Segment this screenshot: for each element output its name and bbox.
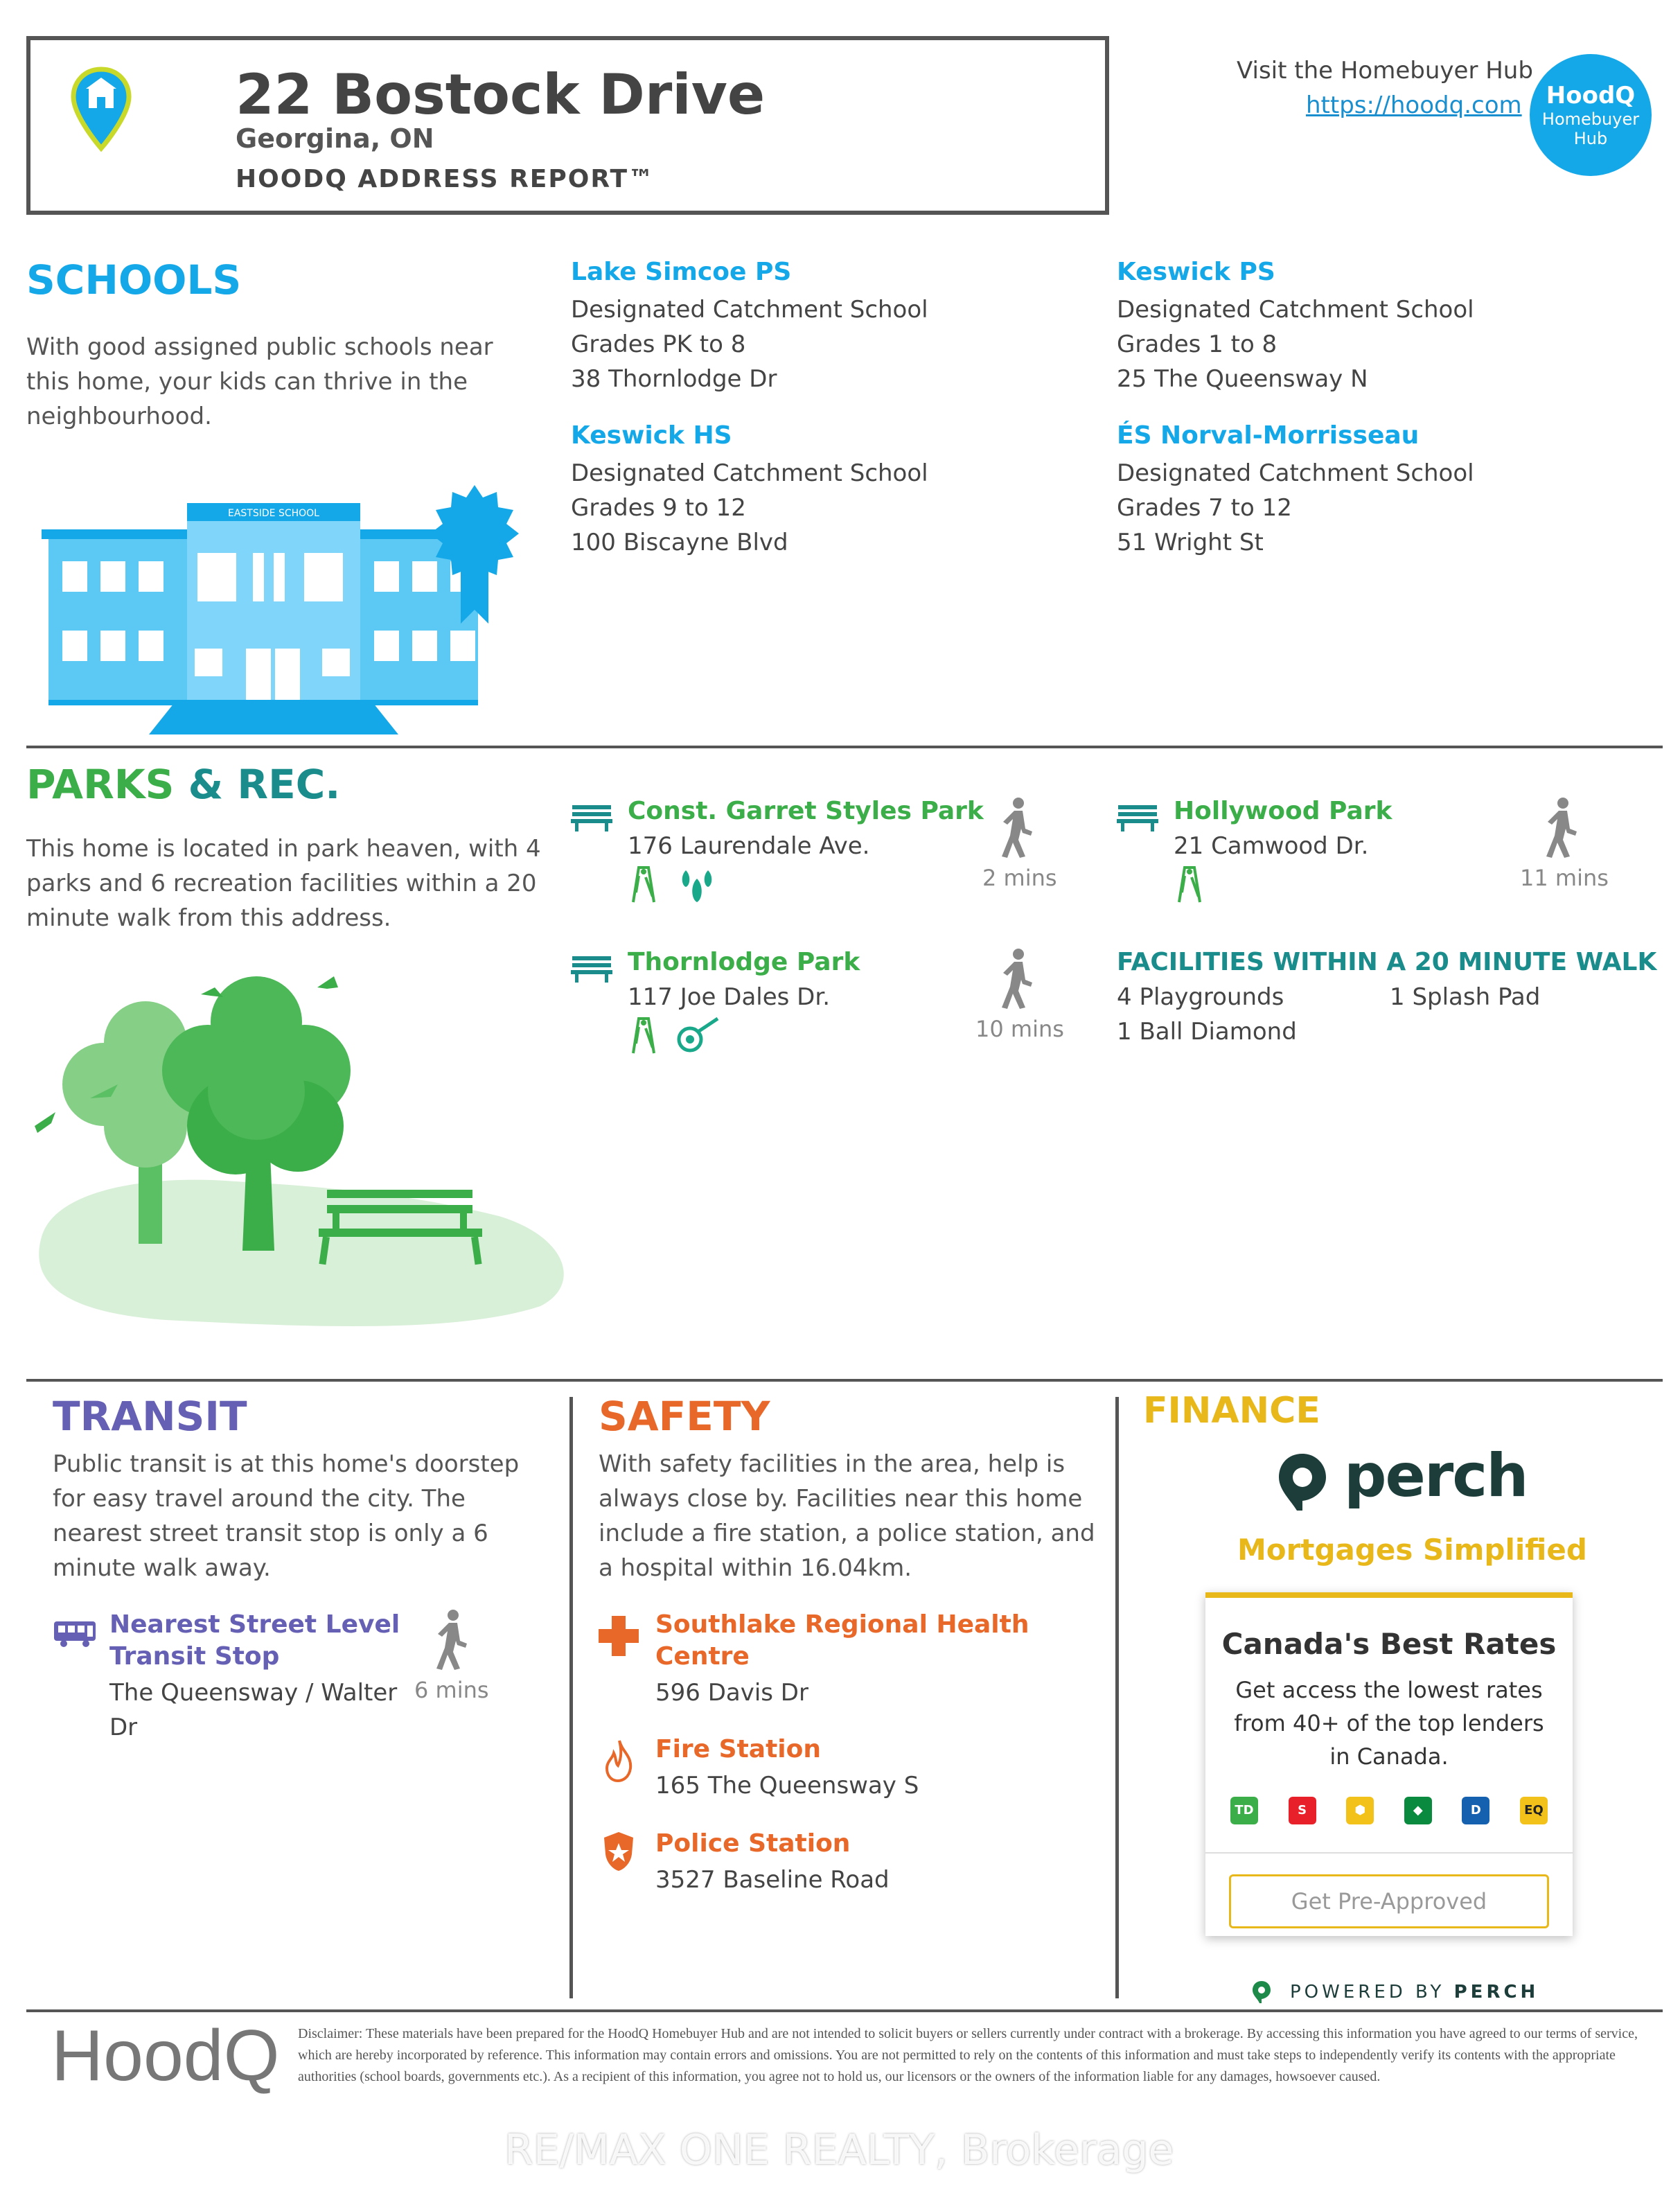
park-bench-icon: [1117, 804, 1158, 831]
divider-transit-safety: [569, 1397, 573, 1998]
park-walk-3: 10 mins: [975, 1016, 1064, 1042]
park-address-3: 117 Joe Dales Dr.: [628, 983, 831, 1011]
school-name-1[interactable]: Lake Simcoe PS: [571, 258, 792, 286]
school-type-4: Designated Catchment School: [1117, 459, 1474, 487]
homebuyer-hub-badge[interactable]: [1530, 54, 1652, 176]
facility-ball-diamond: 1 Ball Diamond: [1117, 1018, 1297, 1046]
divider-schools: [26, 746, 1663, 748]
park-name-1[interactable]: Const. Garret Styles Park: [628, 797, 984, 825]
visit-hub-text: Visit the Homebuyer Hub: [1237, 57, 1533, 85]
address-title: 22 Bostock Drive: [236, 62, 766, 127]
park-address-1: 176 Laurendale Ave.: [628, 832, 870, 860]
transit-stop-name-2: Dr: [109, 1714, 138, 1741]
transit-stop-label-1: Nearest Street Level: [109, 1610, 400, 1639]
splash-pad-icon: [676, 865, 718, 904]
lender-logo: S: [1289, 1797, 1316, 1824]
card-text: Get access the lowest rates from 40+ of the top lenders in Canada.: [1234, 1677, 1544, 1770]
transit-description: Public transit is at this home's doorstep for easy travel around the city. The nearest street transit stop is only a 6 minute walk away.: [53, 1450, 520, 1582]
park-name-3[interactable]: Thornlodge Park: [628, 948, 860, 976]
map-pin-icon: [69, 67, 133, 152]
school-address-1: 38 Thornlodge Dr: [571, 365, 777, 393]
hospital-name-1[interactable]: Southlake Regional Health: [655, 1610, 1029, 1639]
parks-heading: [26, 761, 340, 808]
hoodq-link[interactable]: https://hoodq.com: [1306, 91, 1522, 119]
school-name-2[interactable]: Keswick PS: [1117, 258, 1275, 286]
walk-icon: [1542, 797, 1581, 858]
fire-station-address: 165 The Queensway S: [655, 1772, 919, 1799]
facilities-heading: FACILITIES WITHIN A 20 MINUTE WALK: [1117, 948, 1657, 976]
lender-logo: EQ: [1520, 1797, 1548, 1824]
get-pre-approved-button[interactable]: Get Pre-Approved: [1229, 1874, 1549, 1928]
school-address-4: 51 Wright St: [1117, 529, 1264, 556]
walk-icon: [432, 1609, 471, 1670]
police-station-name[interactable]: Police Station: [655, 1829, 851, 1858]
transit-stop-label-2: Transit Stop: [109, 1642, 280, 1671]
transit-heading: TRANSIT: [53, 1393, 247, 1440]
finance-heading: FINANCE: [1143, 1390, 1320, 1432]
school-type-2: Designated Catchment School: [1117, 296, 1474, 324]
powered-by-text: POWERED BY: [1290, 1982, 1454, 2003]
park-name-2[interactable]: Hollywood Park: [1174, 797, 1392, 825]
police-station-address: 3527 Baseline Road: [655, 1866, 890, 1894]
lender-logo: TD: [1230, 1797, 1258, 1824]
parks-heading-b: & REC.: [174, 761, 341, 808]
safety-description: With safety facilities in the area, help is always close by. Facilities near this home include a fire station, a police station, and a hospital within 16.04km.: [599, 1450, 1095, 1582]
school-sign: EASTSIDE SCHOOL: [228, 508, 319, 519]
lender-logo: D: [1462, 1797, 1489, 1824]
fire-station-name[interactable]: Fire Station: [655, 1735, 821, 1763]
transit-walk: 6 mins: [414, 1677, 489, 1703]
hospital-cross-icon: [599, 1616, 639, 1656]
walk-icon: [998, 797, 1036, 858]
brokerage-watermark: RE/MAX ONE REALTY, Brokerage: [504, 2126, 1174, 2174]
schools-description: With good assigned public schools near this home, your kids can thrive in the neighbourhood.: [26, 333, 493, 430]
school-grades-4: Grades 7 to 12: [1117, 494, 1292, 522]
perch-brand[interactable]: perch: [1344, 1441, 1528, 1511]
school-grades-3: Grades 9 to 12: [571, 494, 746, 522]
divider-parks: [26, 1379, 1663, 1382]
school-address-3: 100 Biscayne Blvd: [571, 529, 788, 556]
school-grades-2: Grades 1 to 8: [1117, 331, 1277, 358]
school-name-4[interactable]: ÉS Norval-Morrisseau: [1117, 421, 1420, 450]
schools-heading: SCHOOLS: [26, 256, 242, 303]
school-address-2: 25 The Queensway N: [1117, 365, 1368, 393]
parks-heading-a: PARKS: [26, 761, 175, 808]
park-address-2: 21 Camwood Dr.: [1174, 832, 1369, 860]
park-trees-illustration: [28, 967, 568, 1327]
card-title: Canada's Best Rates: [1221, 1627, 1557, 1661]
lender-logo: ◆: [1404, 1797, 1432, 1824]
lender-logos: [1230, 1797, 1548, 1824]
transit-stop-name-1[interactable]: The Queensway / Walter: [109, 1679, 398, 1707]
hub-badge-line2: Homebuyer: [1541, 109, 1640, 129]
hospital-address: 596 Davis Dr: [655, 1679, 808, 1707]
park-bench-icon: [571, 955, 612, 983]
perch-tagline: Mortgages Simplified: [1237, 1533, 1587, 1567]
school-grades-1: Grades PK to 8: [571, 331, 746, 358]
city-label: Georgina, ON: [236, 123, 434, 154]
powered-by-perch: [1290, 1982, 1539, 2003]
hub-badge-line1: HoodQ: [1546, 82, 1636, 109]
hoodq-footer-logo: HoodQ: [51, 2016, 280, 2096]
perch-small-icon: [1251, 1980, 1272, 2004]
playground-icon: [629, 865, 658, 904]
facility-playgrounds: 4 Playgrounds: [1117, 983, 1284, 1011]
lender-logo: ⬢: [1346, 1797, 1374, 1824]
best-rates-card: [1205, 1592, 1573, 1936]
bus-icon: [53, 1620, 97, 1648]
school-name-3[interactable]: Keswick HS: [571, 421, 732, 450]
ball-diamond-icon: [676, 1016, 722, 1055]
park-walk-1: 2 mins: [982, 865, 1057, 891]
school-building-illustration: [38, 485, 551, 734]
school-type-3: Designated Catchment School: [571, 459, 928, 487]
safety-heading: SAFETY: [599, 1393, 770, 1440]
hospital-name-2: Centre: [655, 1642, 750, 1671]
powered-by-brand: PERCH: [1453, 1982, 1539, 2003]
playground-icon: [629, 1016, 658, 1055]
park-bench-icon: [571, 804, 612, 831]
police-badge-icon: [601, 1831, 636, 1872]
report-label: HOODQ ADDRESS REPORT™: [236, 165, 655, 193]
school-type-1: Designated Catchment School: [571, 296, 928, 324]
divider-footer: [26, 2009, 1663, 2012]
facility-splash-pad: 1 Splash Pad: [1390, 983, 1541, 1011]
divider-safety-finance: [1115, 1397, 1119, 1998]
playground-icon: [1175, 865, 1204, 904]
park-walk-2: 11 mins: [1520, 865, 1609, 891]
fire-icon: [604, 1739, 633, 1782]
hub-badge-line3: Hub: [1573, 129, 1608, 148]
parks-description: This home is located in park heaven, with 4 parks and 6 recreation facilities within a 20 minute walk from this address.: [26, 835, 541, 932]
disclaimer-text: Disclaimer: These materials have been prepared for the HoodQ Homebuyer Hub and are not intended to solicit buyers or sellers currently under contract with a brokerage. By accessing this information you have agreed to our terms of service, which are hereby incorporated by reference. This information may contain errors and omissions. You are not permitted to rely on the contents of this information and must take steps to independently verify its contents with the appropriate authorities (school boards, governments etc.). As a recipient of this information, you agree not to hold us, our licensors or the owners of the information liable for any damages, howsoever caused.: [298, 2026, 1638, 2084]
perch-logo-icon: [1276, 1452, 1329, 1512]
walk-icon: [998, 948, 1036, 1009]
